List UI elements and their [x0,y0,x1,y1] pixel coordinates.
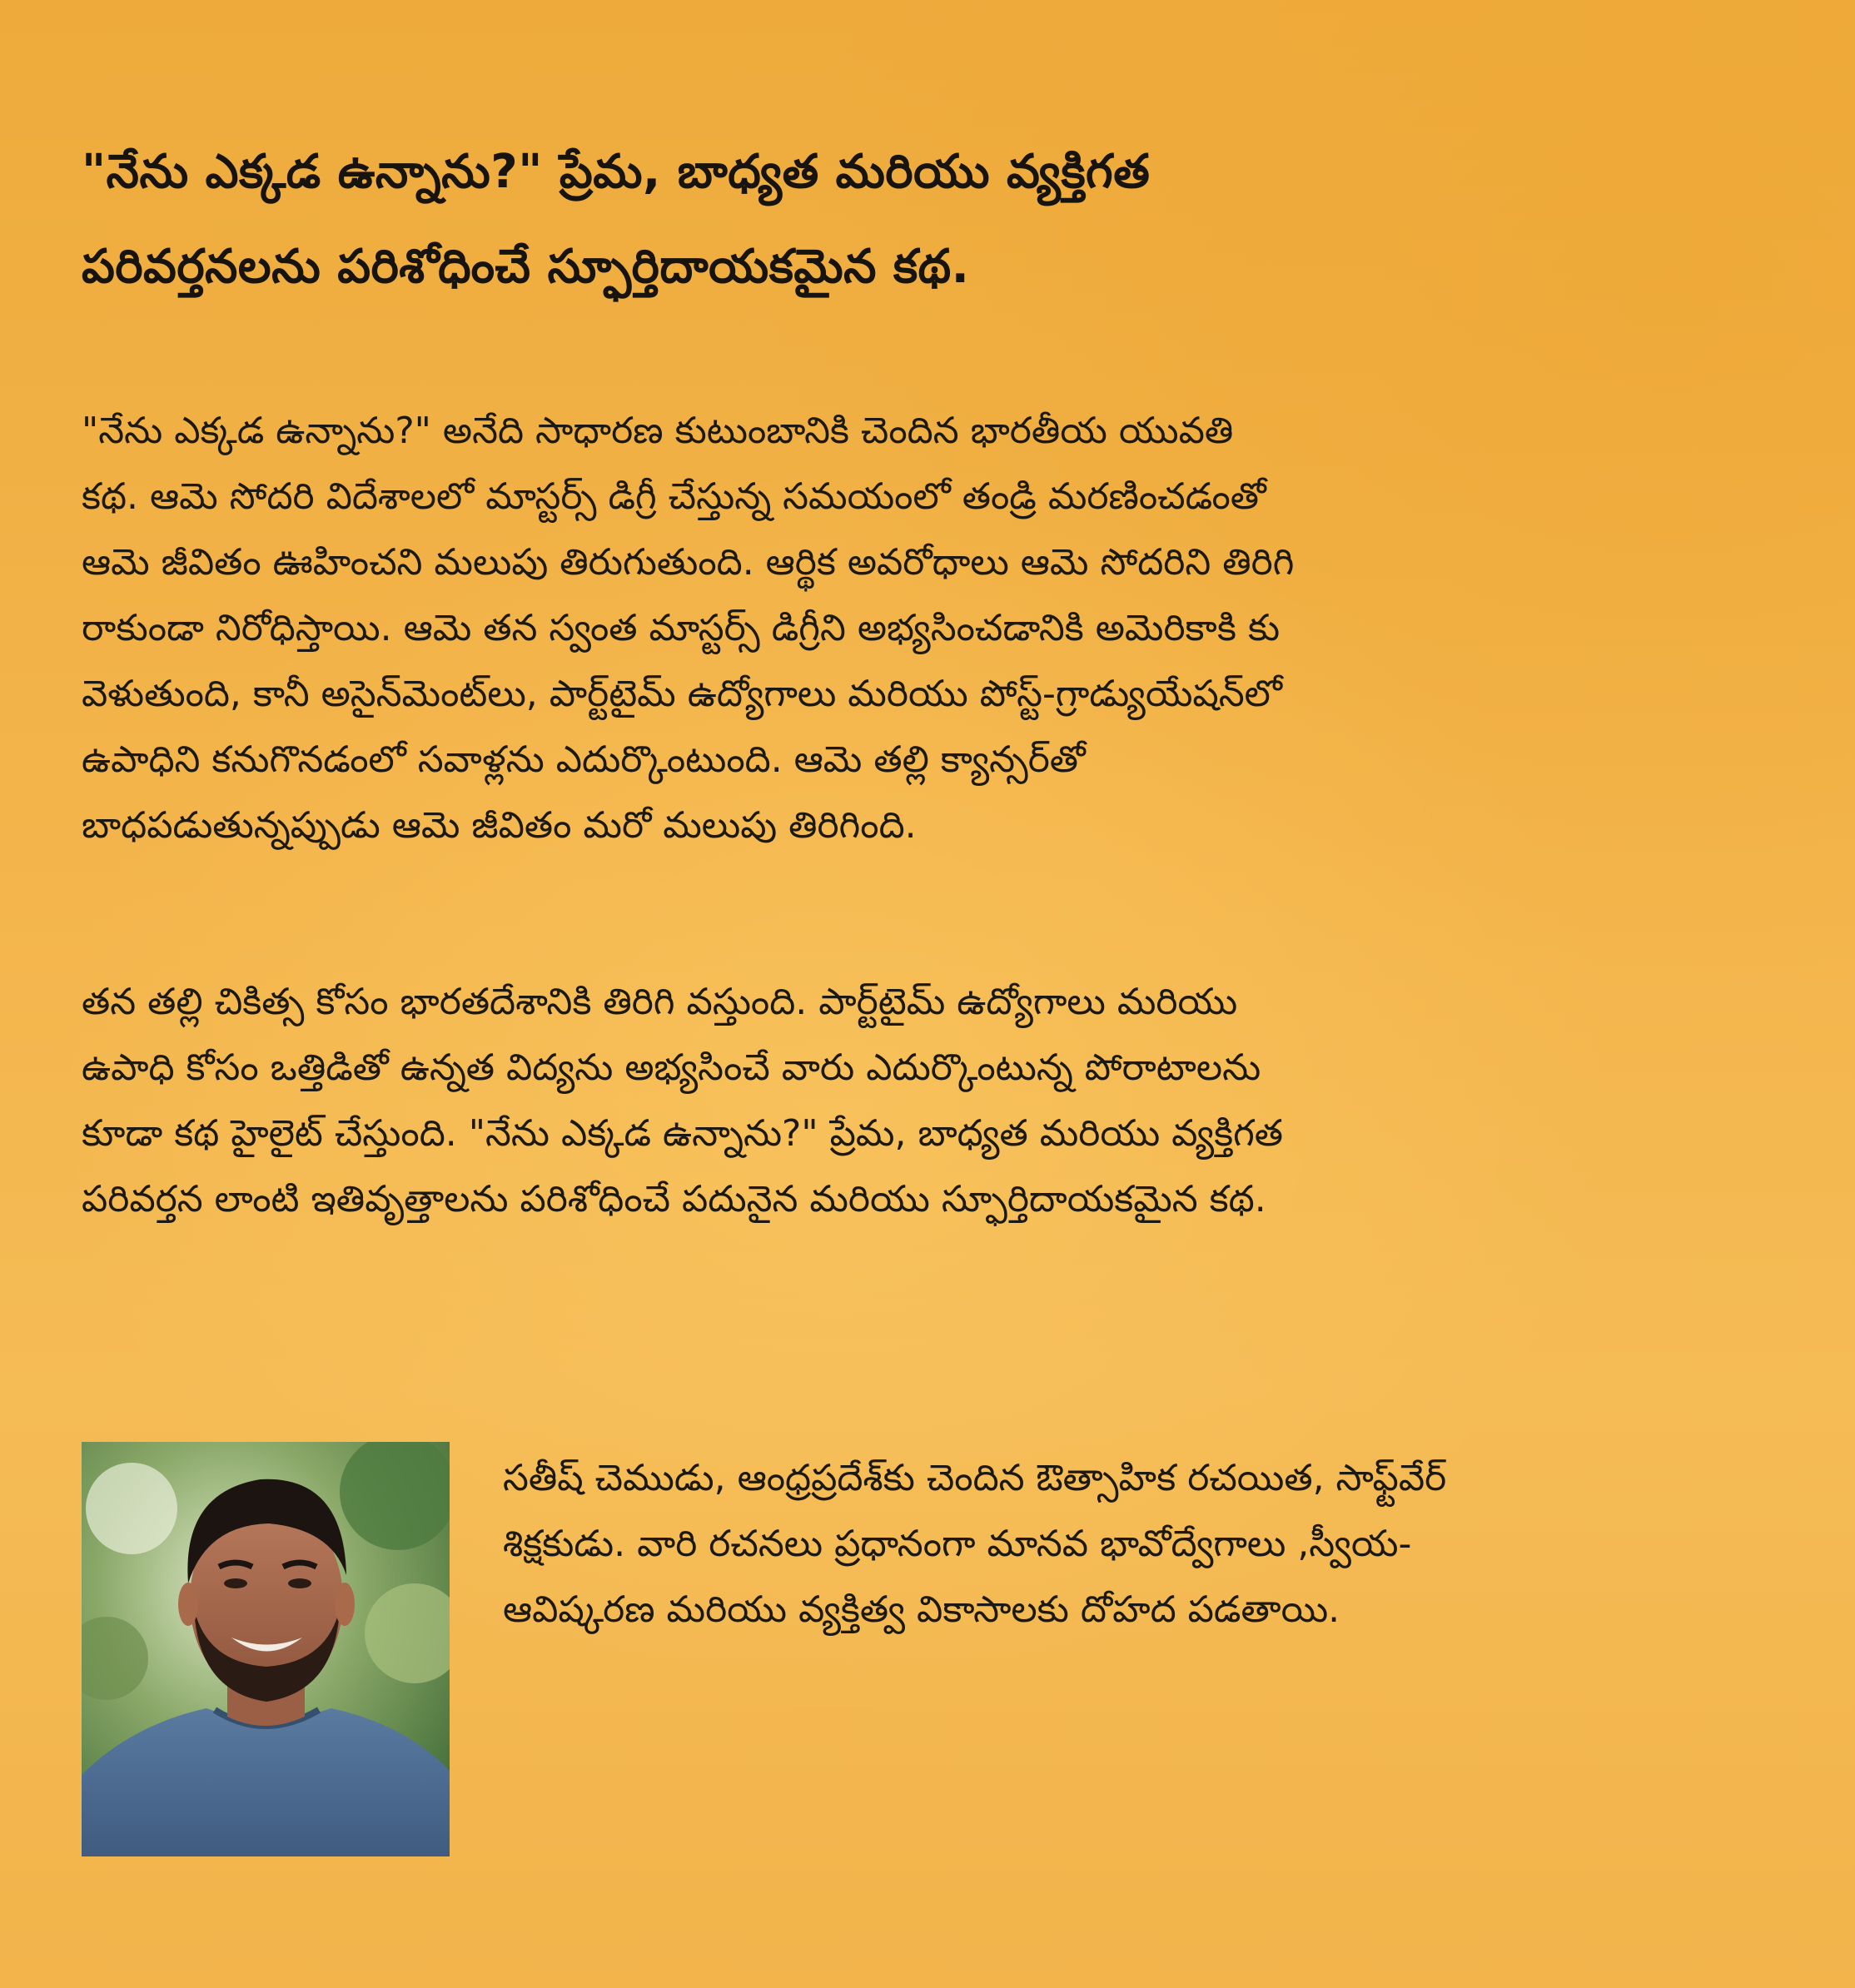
author-photo [82,1442,450,1856]
text-line: సతీష్ చెముడు, ఆంధ్రప్రదేశ్‌కు చెందిన ఔత్సాహిక రచయిత, సాఫ్ట్‌వేర్ [503,1457,1447,1499]
text-line: వెళుతుంది, కానీ అసైన్‌మెంట్‌లు, పార్ట్‌టైమ్ ఉద్యోగాలు మరియు పోస్ట్-గ్రాడ్యుయేషన్‌లో [82,673,1282,715]
text-line: శిక్షకుడు. వారి రచనలు ప్రధానంగా మానవ భావోద్వేగాలు ,స్వీయ- [503,1523,1412,1565]
author-portrait-image [82,1442,450,1856]
headline-line: "నేను ఎక్కడ ఉన్నాను?" ప్రేమ, బాధ్యత మరియు వ్యక్తిగత [82,145,1151,199]
text-line: ఆమె జీవితం ఊహించని మలుపు తిరుగుతుంది. ఆర్థిక అవరోధాలు ఆమె సోదరిని తిరిగి [82,541,1295,584]
text-line: ఉపాధిని కనుగొనడంలో సవాళ్లను ఎదుర్కొంటుంది. ఆమె తల్లి క్యాన్సర్‌తో [82,738,1086,781]
text-line: ఆవిష్కరణ మరియు వ్యక్తిత్వ వికాసాలకు దోహద పడతాయి. [503,1588,1340,1631]
headline-line: పరివర్తనలను పరిశోధించే స్ఫూర్తిదాయకమైన కథ. [82,240,970,294]
text-line: బాధపడుతున్నప్పుడు ఆమె జీవితం మరో మలుపు తిరిగింది. [82,804,917,847]
text-line: తన తల్లి చికిత్స కోసం భారతదేశానికి తిరిగి వస్తుంది. పార్ట్‌టైమ్ ఉద్యోగాలు మరియు [82,981,1238,1023]
text-line: కూడా కథ హైలైట్ చేస్తుంది. "నేను ఎక్కడ ఉన్నాను?" ప్రేమ, బాధ్యత మరియు వ్యక్తిగత [82,1112,1283,1155]
synopsis-paragraph-1 [82,398,1797,858]
author-bio [503,1445,1818,1643]
text-line: రాకుండా నిరోధిస్తాయి. ఆమె తన స్వంత మాస్టర్స్ డిగ్రీని అభ్యసించడానికి అమెరికాకి కు [82,607,1281,649]
headline [82,125,1780,315]
text-line: పరివర్తన లాంటి ఇతివృత్తాలను పరిశోధించే పదునైన మరియు స్ఫూర్తిదాయకమైన కథ. [82,1178,1266,1220]
text-line: కథ. ఆమె సోదరి విదేశాలలో మాస్టర్స్ డిగ్రీ చేస్తున్న సమయంలో తండ్రి మరణించడంతో [82,475,1266,518]
text-line: ఉపాధి కోసం ఒత్తిడితో ఉన్నత విద్యను అభ్యసించే వారు ఎదుర్కొంటున్న పోరాటాలను [82,1046,1261,1089]
synopsis-paragraph-2 [82,969,1797,1232]
text-line: "నేను ఎక్కడ ఉన్నాను?" అనేది సాధారణ కుటుంబానికి చెందిన భారతీయ యువతి [82,410,1234,452]
